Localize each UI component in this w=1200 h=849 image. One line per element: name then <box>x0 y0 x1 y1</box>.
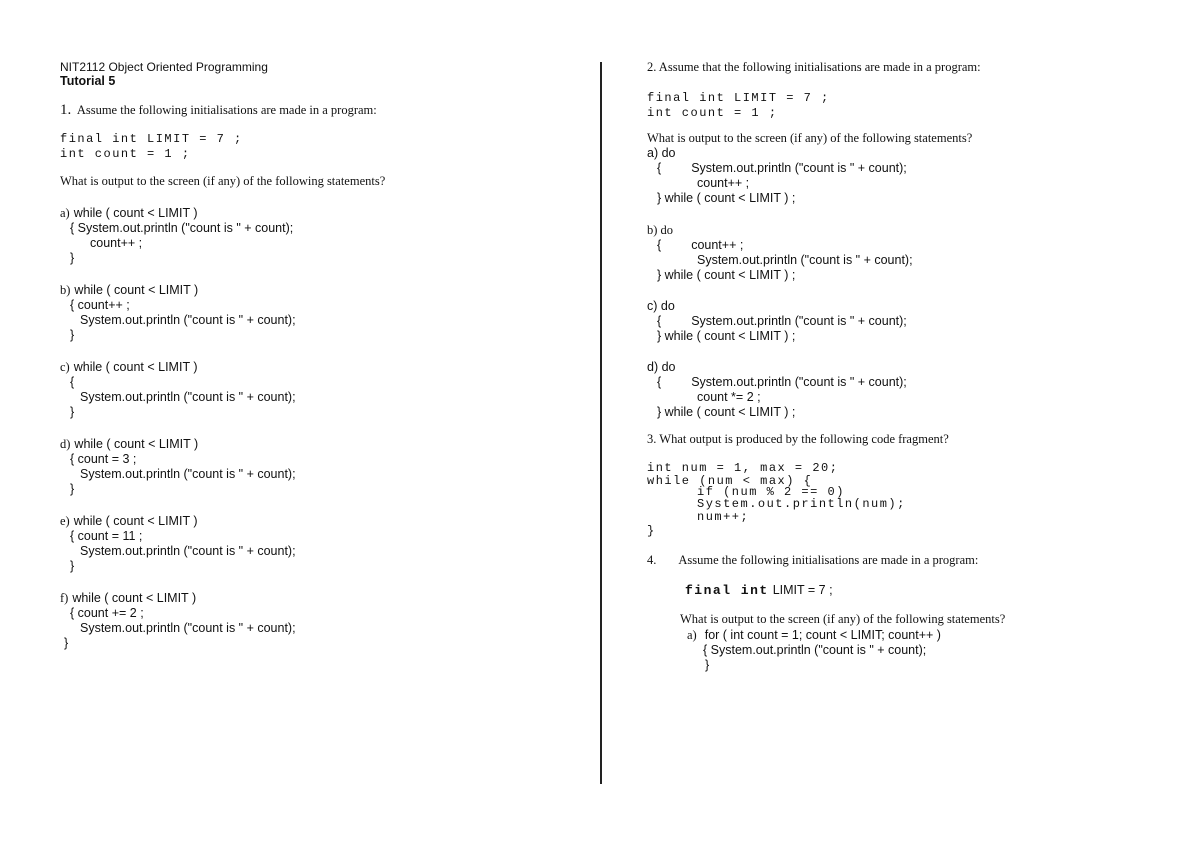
q1-part-a: a) while ( count < LIMIT ) { System.out.println ("count is " + count); count++ ; } <box>60 206 294 265</box>
course-title: NIT2112 Object Oriented Programming <box>60 60 268 74</box>
q1-question: What is output to the screen (if any) of the following statements? <box>60 174 386 188</box>
q1-number: 1. <box>60 102 72 118</box>
q3-heading: 3. What output is produced by the following code fragment? <box>647 432 949 446</box>
q4-question: What is output to the screen (if any) of the following statements? <box>680 612 1006 626</box>
q4-init: final int LIMIT = 7 ; <box>685 583 833 598</box>
q3-code: int num = 1, max = 20; while (num < max) { if (num % 2 == 0) System.out.println(num); num++; } <box>647 461 906 538</box>
q2-init-line: int count = 1 ; <box>647 106 778 120</box>
q1-intro: 1. Assume the following initialisations are made in a program: <box>60 102 377 118</box>
q4-intro: 4. Assume the following initialisations are made in a program: <box>647 553 979 567</box>
q1-part-c: c) while ( count < LIMIT ) { System.out.println ("count is " + count); } <box>60 360 296 419</box>
column-divider <box>600 62 602 784</box>
q1-part-e: e) while ( count < LIMIT ) { count = 11 ; System.out.println ("count is " + count); } <box>60 514 296 573</box>
left-column <box>60 60 580 651</box>
q1-part-b: b) while ( count < LIMIT ) { count++ ; System.out.println ("count is " + count); } <box>60 283 296 342</box>
right-column: 2. Assume that the following initialisations are made in a program: final int LIMIT = 7 ; int count = 1 ; What is output to the screen (if any) of the following statements? a) do { System.out.println ("count is " + count); count++ ; } while ( count < LIMIT ) ; b) do { count++ ; System.out.println ("count is " + count); } while ( count < LIMIT ) ; c) do { System.out.println ("count is " + count); } while ( count < LIMIT ) ; d) do { System.out.println ("count is " + count); count *= 2 ; } while ( count < LIMIT ) ; 3. What output is produced by the following code fragment? int num = 1, max = 20; while (num < max) { if (num % 2 == 0) System.out.println(num); num++; } 4. Assume the following initialisations are made in a program: final int LIMIT = 7 ; What is output to the screen (if any) of the following statements? a) for ( int count = 1; count < LIMIT; count++ ) { System.out.println ("count is " + count); } <box>647 60 1167 673</box>
q1-part-d: d) while ( count < LIMIT ) { count = 3 ; System.out.println ("count is " + count); } <box>60 437 296 496</box>
q1-init-line: final int LIMIT = 7 ; <box>60 132 243 146</box>
q2-init-line: final int LIMIT = 7 ; <box>647 91 830 105</box>
q2-part-c: c) do { System.out.println ("count is " + count); } while ( count < LIMIT ) ; <box>647 299 907 343</box>
q2-part-b: b) do { count++ ; System.out.println ("count is " + count); } while ( count < LIMIT ) ; <box>647 223 913 282</box>
q4-number: 4. <box>647 553 657 567</box>
q2-heading: 2. Assume that the following initialisations are made in a program: <box>647 60 981 74</box>
q2-part-d: d) do { System.out.println ("count is " + count); count *= 2 ; } while ( count < LIMIT ) ; <box>647 360 907 419</box>
q1-part-f: f) while ( count < LIMIT ) { count += 2 ; System.out.println ("count is " + count); } <box>60 591 296 650</box>
q2-part-a: a) do { System.out.println ("count is " + count); count++ ; } while ( count < LIMIT ) ; <box>647 146 907 205</box>
q4-part-a: a) for ( int count = 1; count < LIMIT; count++ ) <box>687 628 941 642</box>
q1-init-line: int count = 1 ; <box>60 147 191 161</box>
q2-question: What is output to the screen (if any) of the following statements? <box>647 131 973 145</box>
tutorial-title: Tutorial 5 <box>60 74 116 88</box>
